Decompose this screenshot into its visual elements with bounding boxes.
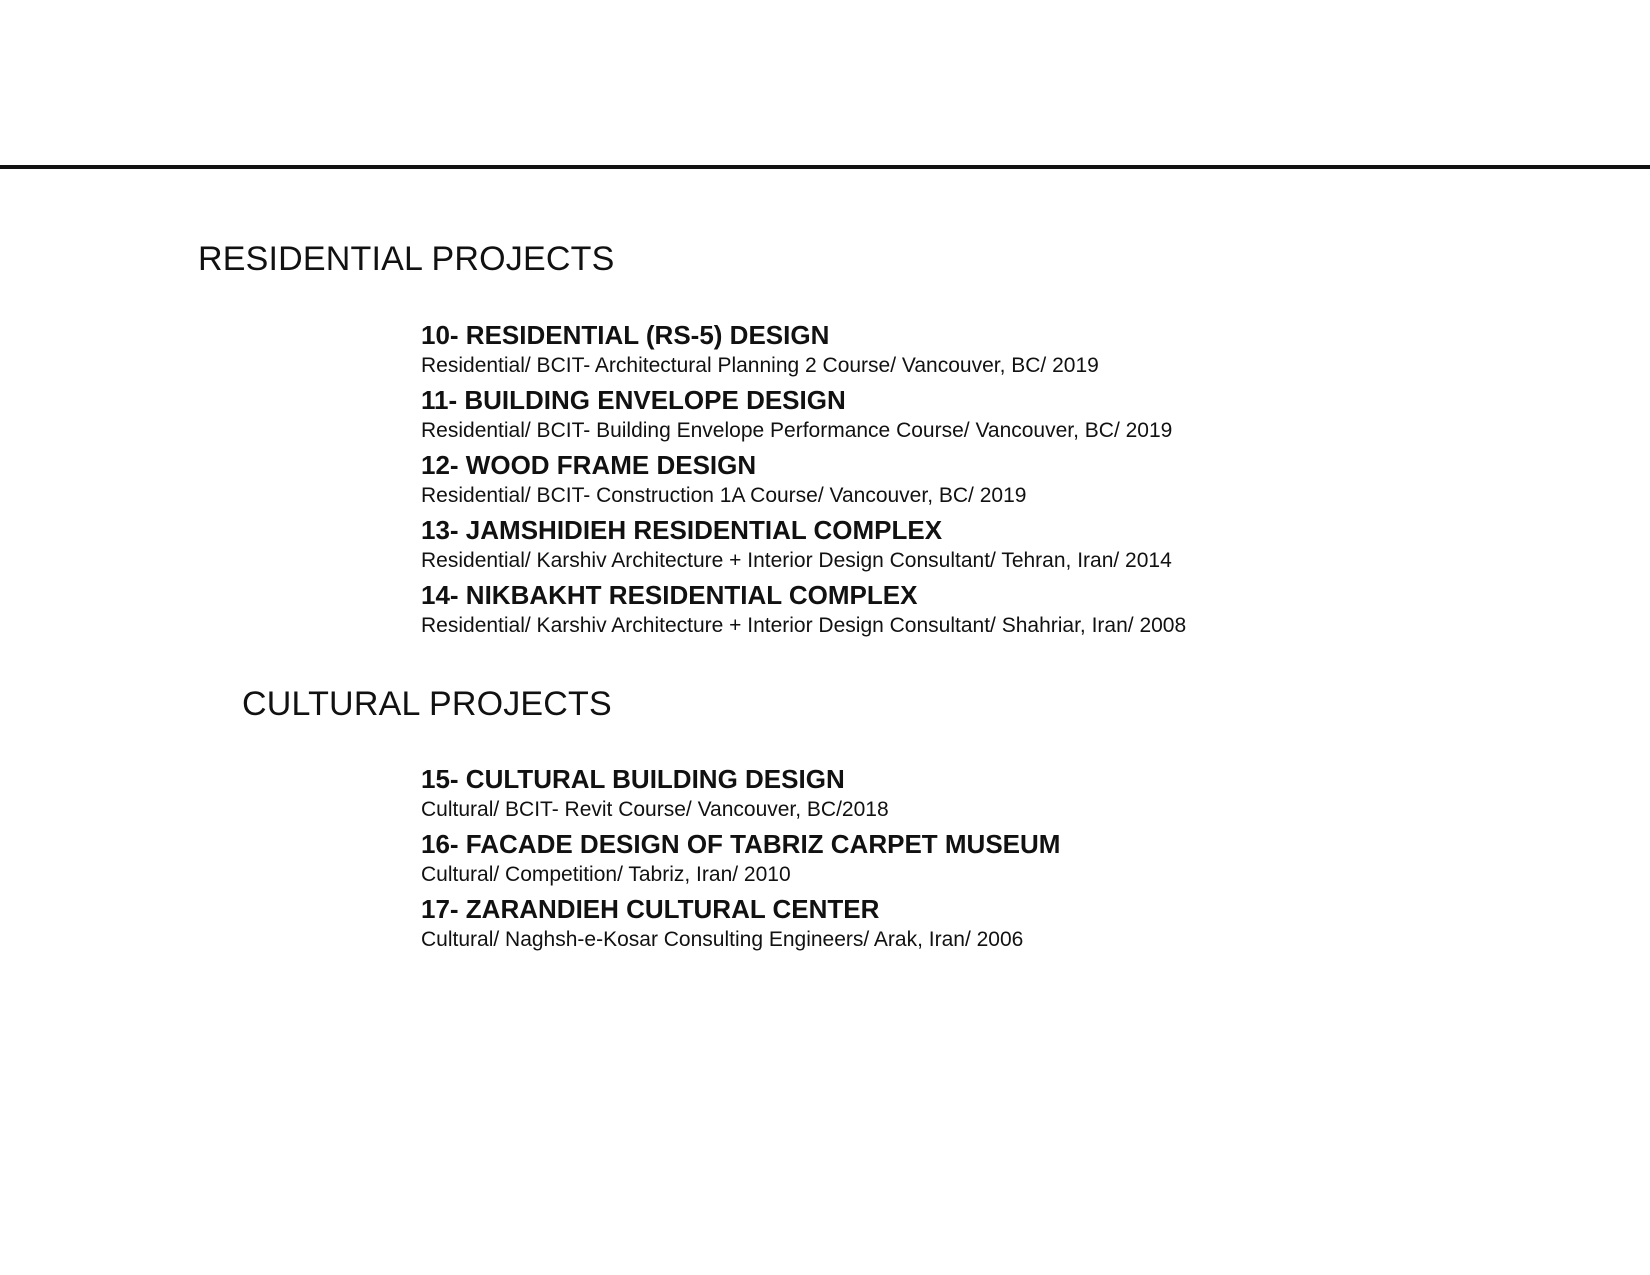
section-heading-residential: RESIDENTIAL PROJECTS: [198, 240, 615, 278]
project-item: [421, 578, 1186, 643]
project-title: 11- BUILDING ENVELOPE DESIGN: [421, 385, 846, 415]
project-title: 13- JAMSHIDIEH RESIDENTIAL COMPLEX: [421, 515, 943, 545]
project-title: 15- CULTURAL BUILDING DESIGN: [421, 764, 845, 794]
project-title: 14- NIKBAKHT RESIDENTIAL COMPLEX: [421, 580, 918, 610]
project-item: [421, 448, 1186, 513]
project-details: Residential/ BCIT- Construction 1A Course/ Vancouver, BC/ 2019: [421, 484, 1027, 507]
top-divider: [0, 165, 1650, 169]
project-details: Cultural/ Competition/ Tabriz, Iran/ 2010: [421, 863, 791, 886]
project-item: [421, 513, 1186, 578]
project-details: Residential/ Karshiv Architecture + Interior Design Consultant/ Shahriar, Iran/ 2008: [421, 614, 1187, 637]
project-title: 12- WOOD FRAME DESIGN: [421, 450, 757, 480]
project-title: 10- RESIDENTIAL (RS-5) DESIGN: [421, 320, 830, 350]
project-item: [421, 892, 1060, 957]
section-heading-cultural: CULTURAL PROJECTS: [242, 685, 612, 723]
project-item: [421, 827, 1060, 892]
project-details: Residential/ BCIT- Architectural Planning 2 Course/ Vancouver, BC/ 2019: [421, 354, 1099, 377]
project-item: [421, 318, 1186, 383]
project-title: 17- ZARANDIEH CULTURAL CENTER: [421, 894, 880, 924]
project-list-cultural: [421, 762, 1060, 957]
project-item: [421, 383, 1186, 448]
project-details: Cultural/ Naghsh-e-Kosar Consulting Engineers/ Arak, Iran/ 2006: [421, 928, 1024, 951]
project-title: 16- FACADE DESIGN OF TABRIZ CARPET MUSEUM: [421, 829, 1061, 859]
project-details: Cultural/ BCIT- Revit Course/ Vancouver, BC/2018: [421, 798, 889, 821]
project-list-residential: [421, 318, 1186, 643]
project-details: Residential/ Karshiv Architecture + Interior Design Consultant/ Tehran, Iran/ 2014: [421, 549, 1172, 572]
project-details: Residential/ BCIT- Building Envelope Performance Course/ Vancouver, BC/ 2019: [421, 419, 1173, 442]
project-item: [421, 762, 1060, 827]
